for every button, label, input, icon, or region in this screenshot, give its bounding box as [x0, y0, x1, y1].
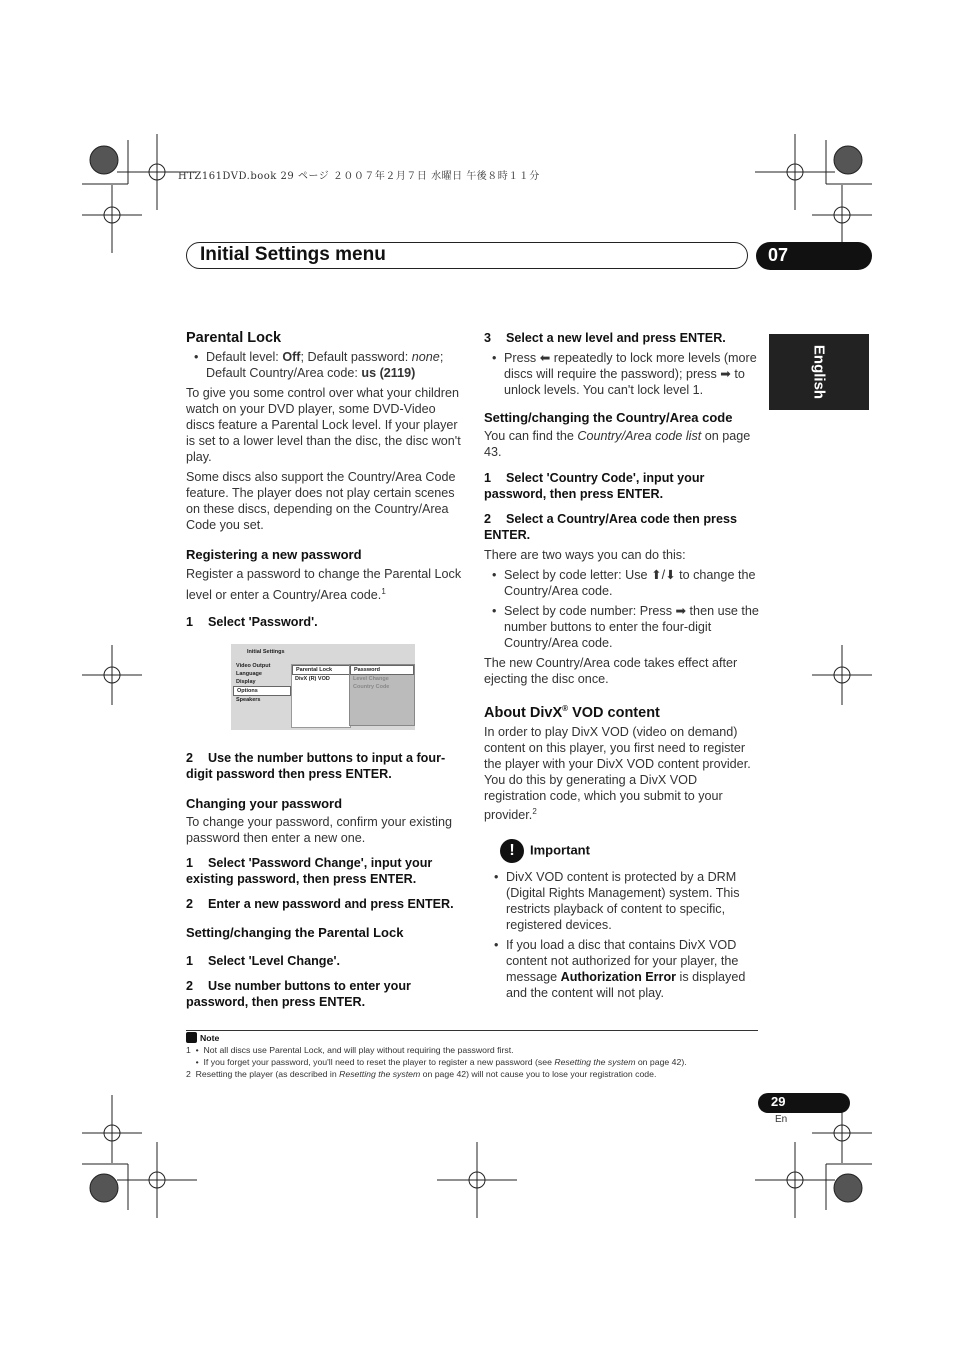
page-title: Initial Settings menu — [200, 244, 386, 265]
reg-step-2 — [186, 750, 462, 782]
registering-text — [186, 565, 462, 604]
osd-option: Country Code — [353, 684, 390, 691]
important-bullet: • DivX VOD content is protected by a DRM (Digital Rights Management) system. This restricts playback of content to specific, registered devices. — [506, 869, 760, 933]
bullet-text: Select by code number: Press — [504, 604, 676, 618]
osd-sub-item-selected: Parental Lock — [292, 665, 350, 675]
step-text: Enter a new password and press ENTER. — [208, 897, 454, 912]
page-number: 29 — [771, 1094, 786, 1109]
footnote-ref-title: Resetting the system — [554, 1057, 636, 1067]
bullet-text: is displayed and the content will not play. — [506, 970, 746, 1001]
step-number: 1 — [484, 471, 492, 485]
changing-heading: Changing your password — [186, 796, 343, 812]
osd-option: Level Change — [353, 676, 389, 683]
country-code-text-b: on page 43. — [484, 429, 751, 459]
step-number: 2 — [484, 512, 492, 526]
footnote-text: on page 42) will not cause you to lose your registration code. — [420, 1069, 657, 1079]
osd-sub-menu — [291, 664, 351, 728]
step-number: 2 — [186, 897, 194, 912]
divx-text-body: In order to play DivX VOD (video on demand) content on this player, you first need to register the player with your DivX VOD content provider. You do this by generating a DivX VOD registration code, which you submit to your provider. — [484, 724, 751, 823]
footnote-ref-1: 1 — [381, 587, 386, 596]
osd-title: Initial Settings — [247, 649, 285, 656]
osd-main-menu — [233, 662, 291, 726]
important-heading — [500, 839, 760, 863]
country-effect: The new Country/Area code takes effect after ejecting the disc once. — [484, 656, 738, 686]
divx-heading — [484, 701, 760, 721]
page-language: En — [775, 1114, 788, 1125]
footnote-1b — [186, 1056, 766, 1068]
default-code-value: us (2119) — [361, 366, 416, 380]
step-text: Select a Country/Area code then press ENTER. — [484, 512, 737, 542]
changing-text: To change your password, confirm your existing password then enter a new one. — [186, 815, 452, 846]
pl-step-3 — [484, 330, 760, 346]
arrow-down-icon: ⬇ — [665, 568, 676, 582]
osd-screenshot — [231, 644, 415, 730]
c-step-2 — [484, 511, 760, 543]
pl-step-2 — [186, 978, 462, 1010]
footnote-text: on page 42). — [635, 1057, 687, 1067]
osd-menu-item: Speakers — [236, 697, 261, 704]
note-heading — [186, 1032, 766, 1044]
footnote-ref-title: Resetting the system — [339, 1069, 421, 1079]
footnote-1: 1 • Not all discs use Parental Lock, and will play without requiring the password first. — [186, 1045, 514, 1055]
country-code-heading: Setting/changing the Country/Area code — [484, 410, 733, 425]
footnote-text: 2 Resetting the player (as described in — [186, 1069, 340, 1079]
divx-heading-b: VOD content — [568, 704, 660, 721]
chg-step-1 — [186, 855, 462, 887]
c-step-1 — [484, 470, 760, 502]
footnote-ref-2: 2 — [532, 806, 537, 816]
step-text: Use the number buttons to input a four-digit password then press ENTER. — [186, 751, 446, 782]
default-list — [186, 349, 462, 381]
arrow-right-icon: ➡ — [675, 604, 687, 618]
step-text: Select 'Password'. — [208, 615, 318, 630]
footnotes — [186, 1032, 766, 1080]
step-number: 1 — [186, 954, 194, 969]
note-icon — [186, 1032, 197, 1043]
default-code-label: ; Default Country/Area code: — [206, 350, 444, 380]
registering-text-body: Register a password to change the Parental Lock level or enter a Country/Area code. — [186, 567, 462, 603]
right-column — [484, 330, 760, 1005]
country-code-text-a: You can find the — [484, 429, 578, 443]
step-text: Select 'Password Change', input your existing password, then press ENTER. — [186, 856, 433, 887]
osd-option-selected: Password — [350, 665, 414, 675]
intro-paragraph: To give you some control over what your children watch on your DVD player, some DVD-Video discs feature a Parental Lock level. If your player is set to a lower level than the disc, the disc won't play. — [186, 386, 461, 464]
authorization-error-label: Authorization Error — [560, 970, 677, 985]
important-list — [484, 869, 760, 1001]
osd-menu-item: Language — [236, 671, 262, 678]
step-text: Use number buttons to enter your password, then press ENTER. — [186, 979, 411, 1010]
language-tab-label: English — [810, 344, 828, 400]
pl-bullet-text: to unlock levels. You can't lock level 1. — [504, 367, 745, 397]
step-number: 3 — [484, 331, 492, 345]
footnote-2 — [186, 1068, 766, 1080]
parental-lock-heading: Parental Lock — [186, 330, 282, 346]
footnote-text: • If you forget your password, you'll need to reset the player to register a new password (see — [186, 1057, 555, 1067]
setting-parental-lock-heading: Setting/changing the Parental Lock — [186, 925, 404, 941]
footnote-divider — [186, 1030, 758, 1031]
print-header: HTZ161DVD.book 29 ページ ２００７年２月７日 水曜日 午後８時１１分 — [178, 171, 540, 182]
default-level-value: Off — [282, 350, 301, 364]
osd-menu-item: Display — [236, 679, 256, 686]
reg-step-1 — [186, 614, 462, 630]
warning-icon: ! — [500, 839, 524, 863]
default-password-label: ; Default password: — [300, 350, 412, 364]
divx-heading-a: About DivX — [484, 704, 563, 721]
step-number: 1 — [186, 615, 194, 630]
bullet-text: then use the number buttons to enter the four-digit Country/Area code. — [504, 604, 759, 650]
step-text: Select 'Level Change'. — [208, 954, 340, 969]
step-number: 2 — [186, 979, 194, 994]
language-tab — [769, 334, 869, 410]
step-number: 1 — [186, 856, 194, 871]
osd-menu-item-selected: Options — [233, 686, 291, 696]
country-way-bullet — [504, 603, 760, 651]
important-bullet — [506, 937, 760, 1001]
chg-step-2 — [186, 896, 462, 912]
country-code-list-ref: Country/Area code list — [577, 429, 702, 443]
arrow-left-icon: ⬅ — [539, 351, 551, 365]
registered-mark: ® — [562, 704, 569, 713]
bullet-text: to change the Country/Area code. — [504, 568, 756, 598]
bullet-text: If you load a disc that contains DivX VOD content not authorized for your player, the message — [506, 938, 739, 985]
note-title: Note — [200, 1033, 220, 1043]
step-number: 2 — [186, 751, 194, 766]
default-password-value: none — [411, 350, 440, 364]
default-level-label: Default level: — [206, 350, 283, 364]
osd-sub-item: DivX (R) VOD — [295, 676, 330, 683]
registering-heading: Registering a new password — [186, 547, 362, 562]
default-bullet — [206, 349, 462, 381]
chapter-number: 07 — [768, 245, 789, 265]
pl-bullet — [504, 350, 760, 398]
arrow-up-icon: ⬆ — [651, 568, 662, 582]
osd-menu-item: Video Output — [236, 663, 271, 670]
divx-text — [484, 724, 760, 823]
country-code-text — [484, 428, 760, 460]
step-text: Select 'Country Code', input your password, then press ENTER. — [484, 471, 705, 501]
step-text: Select a new level and press ENTER. — [506, 331, 726, 345]
country-paragraph: Some discs also support the Country/Area Code feature. The player does not play certain scenes on these discs, depending on the Country/Area Code you set. — [186, 470, 456, 532]
bullet-text: Select by code letter: Use — [504, 568, 651, 582]
pl-step-1 — [186, 953, 462, 969]
arrow-right-icon: ➡ — [720, 367, 731, 381]
pl-step-3-list — [484, 350, 760, 398]
osd-options — [349, 664, 415, 726]
country-ways: There are two ways you can do this: — [484, 548, 686, 562]
country-way-bullet: • Select by code letter: Use ⬆/⬇ to change the Country/Area code. — [504, 567, 760, 599]
important-label: Important — [530, 842, 590, 858]
pl-bullet-text: repeatedly to lock more levels (more discs will require the password); press — [504, 351, 757, 381]
left-column — [186, 330, 462, 1014]
pl-bullet-text: Press — [504, 351, 540, 365]
country-ways-list — [484, 567, 760, 651]
